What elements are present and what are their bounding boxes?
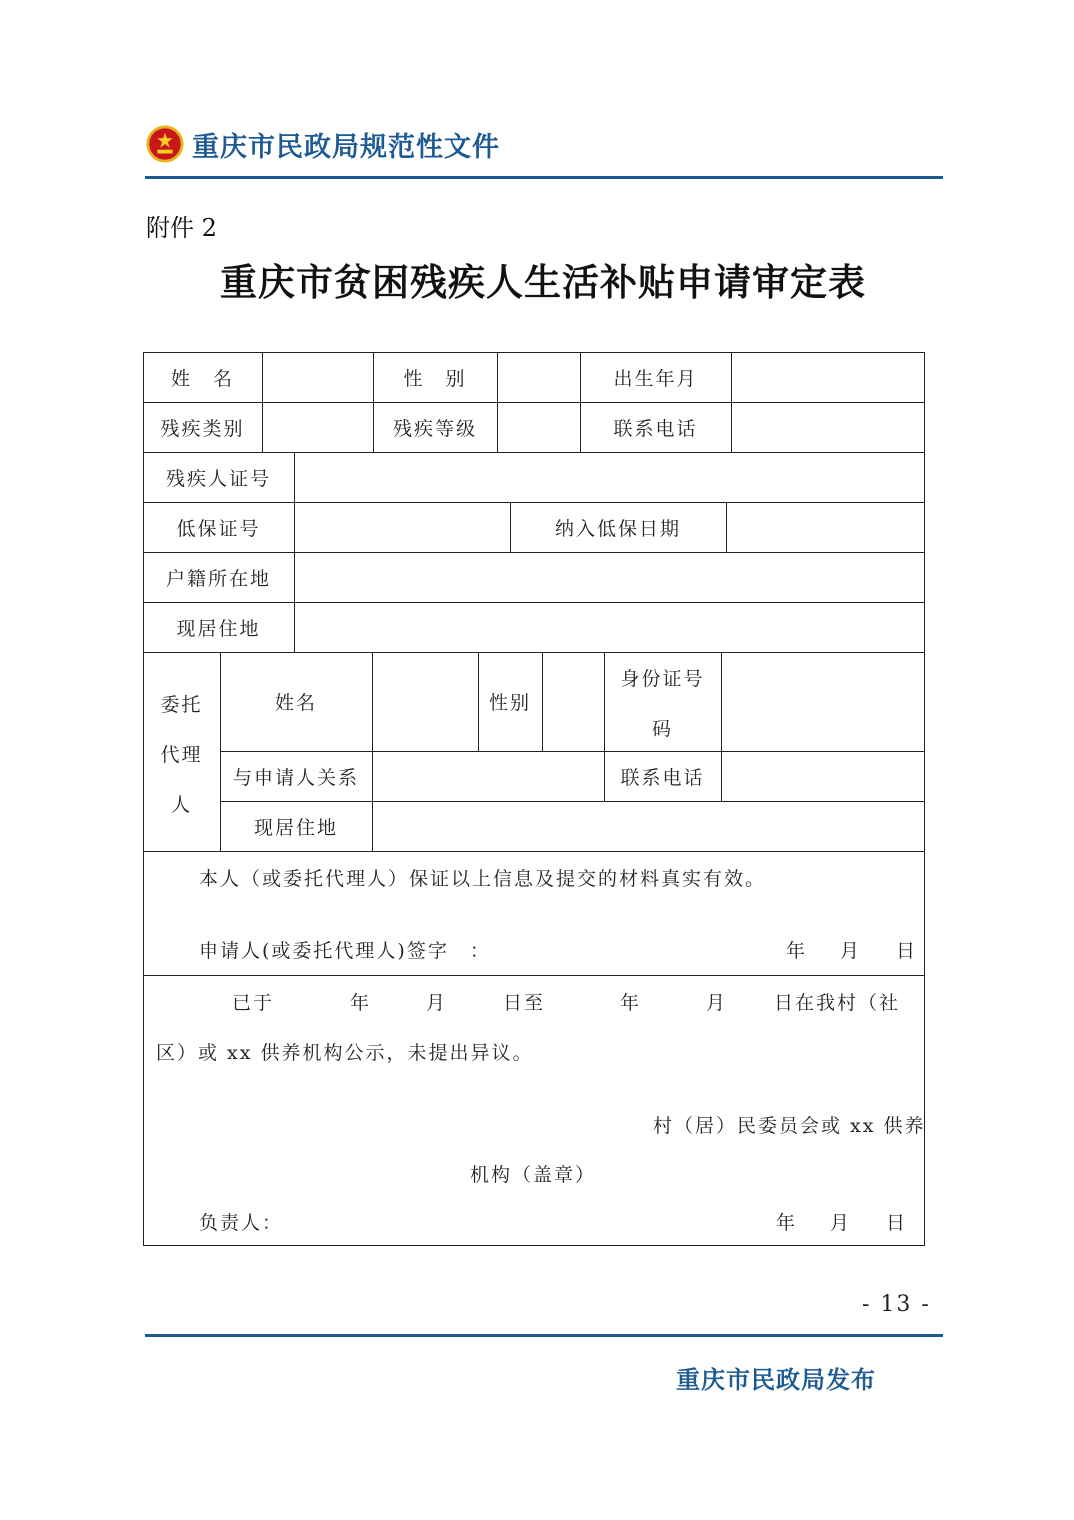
declaration-month: 月: [840, 940, 862, 962]
agent-name-field[interactable]: [372, 652, 478, 751]
agent-id-field[interactable]: [721, 652, 924, 751]
agent-phone-label: 联系电话: [620, 766, 705, 789]
responsible-person-label: 负责人：: [199, 1212, 284, 1234]
declaration-day: 日: [896, 940, 918, 962]
footer-publisher: 重庆市民政局发布: [676, 1366, 876, 1394]
disability-cert-field[interactable]: [294, 452, 924, 502]
agent-label-line-3: 人: [170, 794, 192, 816]
agent-id-label-line-1: 身份证号: [620, 668, 705, 690]
agent-id-label-line-2: 码: [651, 718, 673, 740]
residence-label: 现居住地: [176, 617, 261, 640]
publicity-tail: 日在我村（社: [774, 992, 901, 1014]
birth-label: 出生年月: [613, 367, 698, 390]
phone-label: 联系电话: [613, 417, 698, 440]
publicity-to: 日至: [503, 992, 546, 1014]
declaration-year: 年: [786, 940, 808, 962]
publicity-month-2: 月: [706, 992, 728, 1014]
signature-label: 申请人(或委托代理人)签字 ：: [199, 940, 491, 962]
dibao-date-field[interactable]: [726, 502, 924, 552]
hukou-field[interactable]: [294, 552, 924, 602]
agent-residence-label: 现居住地: [253, 816, 338, 839]
name-field[interactable]: [262, 352, 373, 402]
publicity-start: 已于: [232, 992, 275, 1014]
header-rule: [145, 176, 943, 179]
agent-gender-label: 性别: [488, 692, 531, 714]
agent-label-line-2: 代理: [160, 744, 203, 766]
agent-phone-field[interactable]: [721, 751, 924, 801]
disability-level-label: 残疾等级: [392, 417, 477, 440]
birth-field[interactable]: [731, 352, 924, 402]
publicity-date-year: 年: [776, 1212, 798, 1234]
agent-relation-label: 与申请人关系: [232, 766, 359, 789]
publicity-line-2: 区）或 xx 供养机构公示，未提出异议。: [156, 1042, 534, 1064]
dibao-cert-label: 低保证号: [176, 517, 261, 540]
residence-field[interactable]: [294, 602, 924, 652]
page-number: - 13 -: [862, 1292, 931, 1317]
agent-label-line-1: 委托: [160, 694, 203, 716]
page-header: [146, 120, 500, 168]
phone-field[interactable]: [731, 402, 924, 452]
org-seal: 机构（盖章）: [470, 1164, 597, 1186]
disability-level-field[interactable]: [497, 402, 580, 452]
agent-group-label: [143, 652, 220, 851]
name-label: 姓 名: [170, 367, 234, 390]
gender-label: 性 别: [403, 367, 467, 390]
gender-field[interactable]: [497, 352, 580, 402]
disability-cert-label: 残疾人证号: [165, 467, 271, 490]
publicity-date-day: 日: [886, 1212, 908, 1234]
disability-type-label: 残疾类别: [160, 417, 245, 440]
publicity-year-2: 年: [620, 992, 642, 1014]
org-line-1: 村（居）民委员会或 xx 供养: [653, 1115, 926, 1137]
agent-gender-field[interactable]: [542, 652, 604, 751]
footer-rule: [145, 1334, 943, 1337]
agent-id-label: [604, 652, 721, 751]
disability-type-field[interactable]: [262, 402, 373, 452]
dibao-date-label: 纳入低保日期: [554, 517, 681, 540]
attachment-label: 附件 2: [146, 214, 217, 242]
agent-name-label: 姓名: [274, 692, 317, 714]
header-title: 重庆市民政局规范性文件: [192, 131, 500, 163]
hukou-label: 户籍所在地: [165, 567, 271, 590]
publicity-date-month: 月: [830, 1212, 852, 1234]
publicity-month-1: 月: [426, 992, 448, 1014]
declaration-statement: 本人（或委托代理人）保证以上信息及提交的材料真实有效。: [199, 868, 767, 890]
agent-residence-field[interactable]: [372, 801, 924, 851]
document-title: 重庆市贫困残疾人生活补贴申请审定表: [220, 261, 866, 304]
dibao-cert-field[interactable]: [294, 502, 510, 552]
agent-relation-field[interactable]: [372, 751, 604, 801]
national-emblem-icon: [146, 125, 184, 163]
publicity-year-1: 年: [350, 992, 372, 1014]
